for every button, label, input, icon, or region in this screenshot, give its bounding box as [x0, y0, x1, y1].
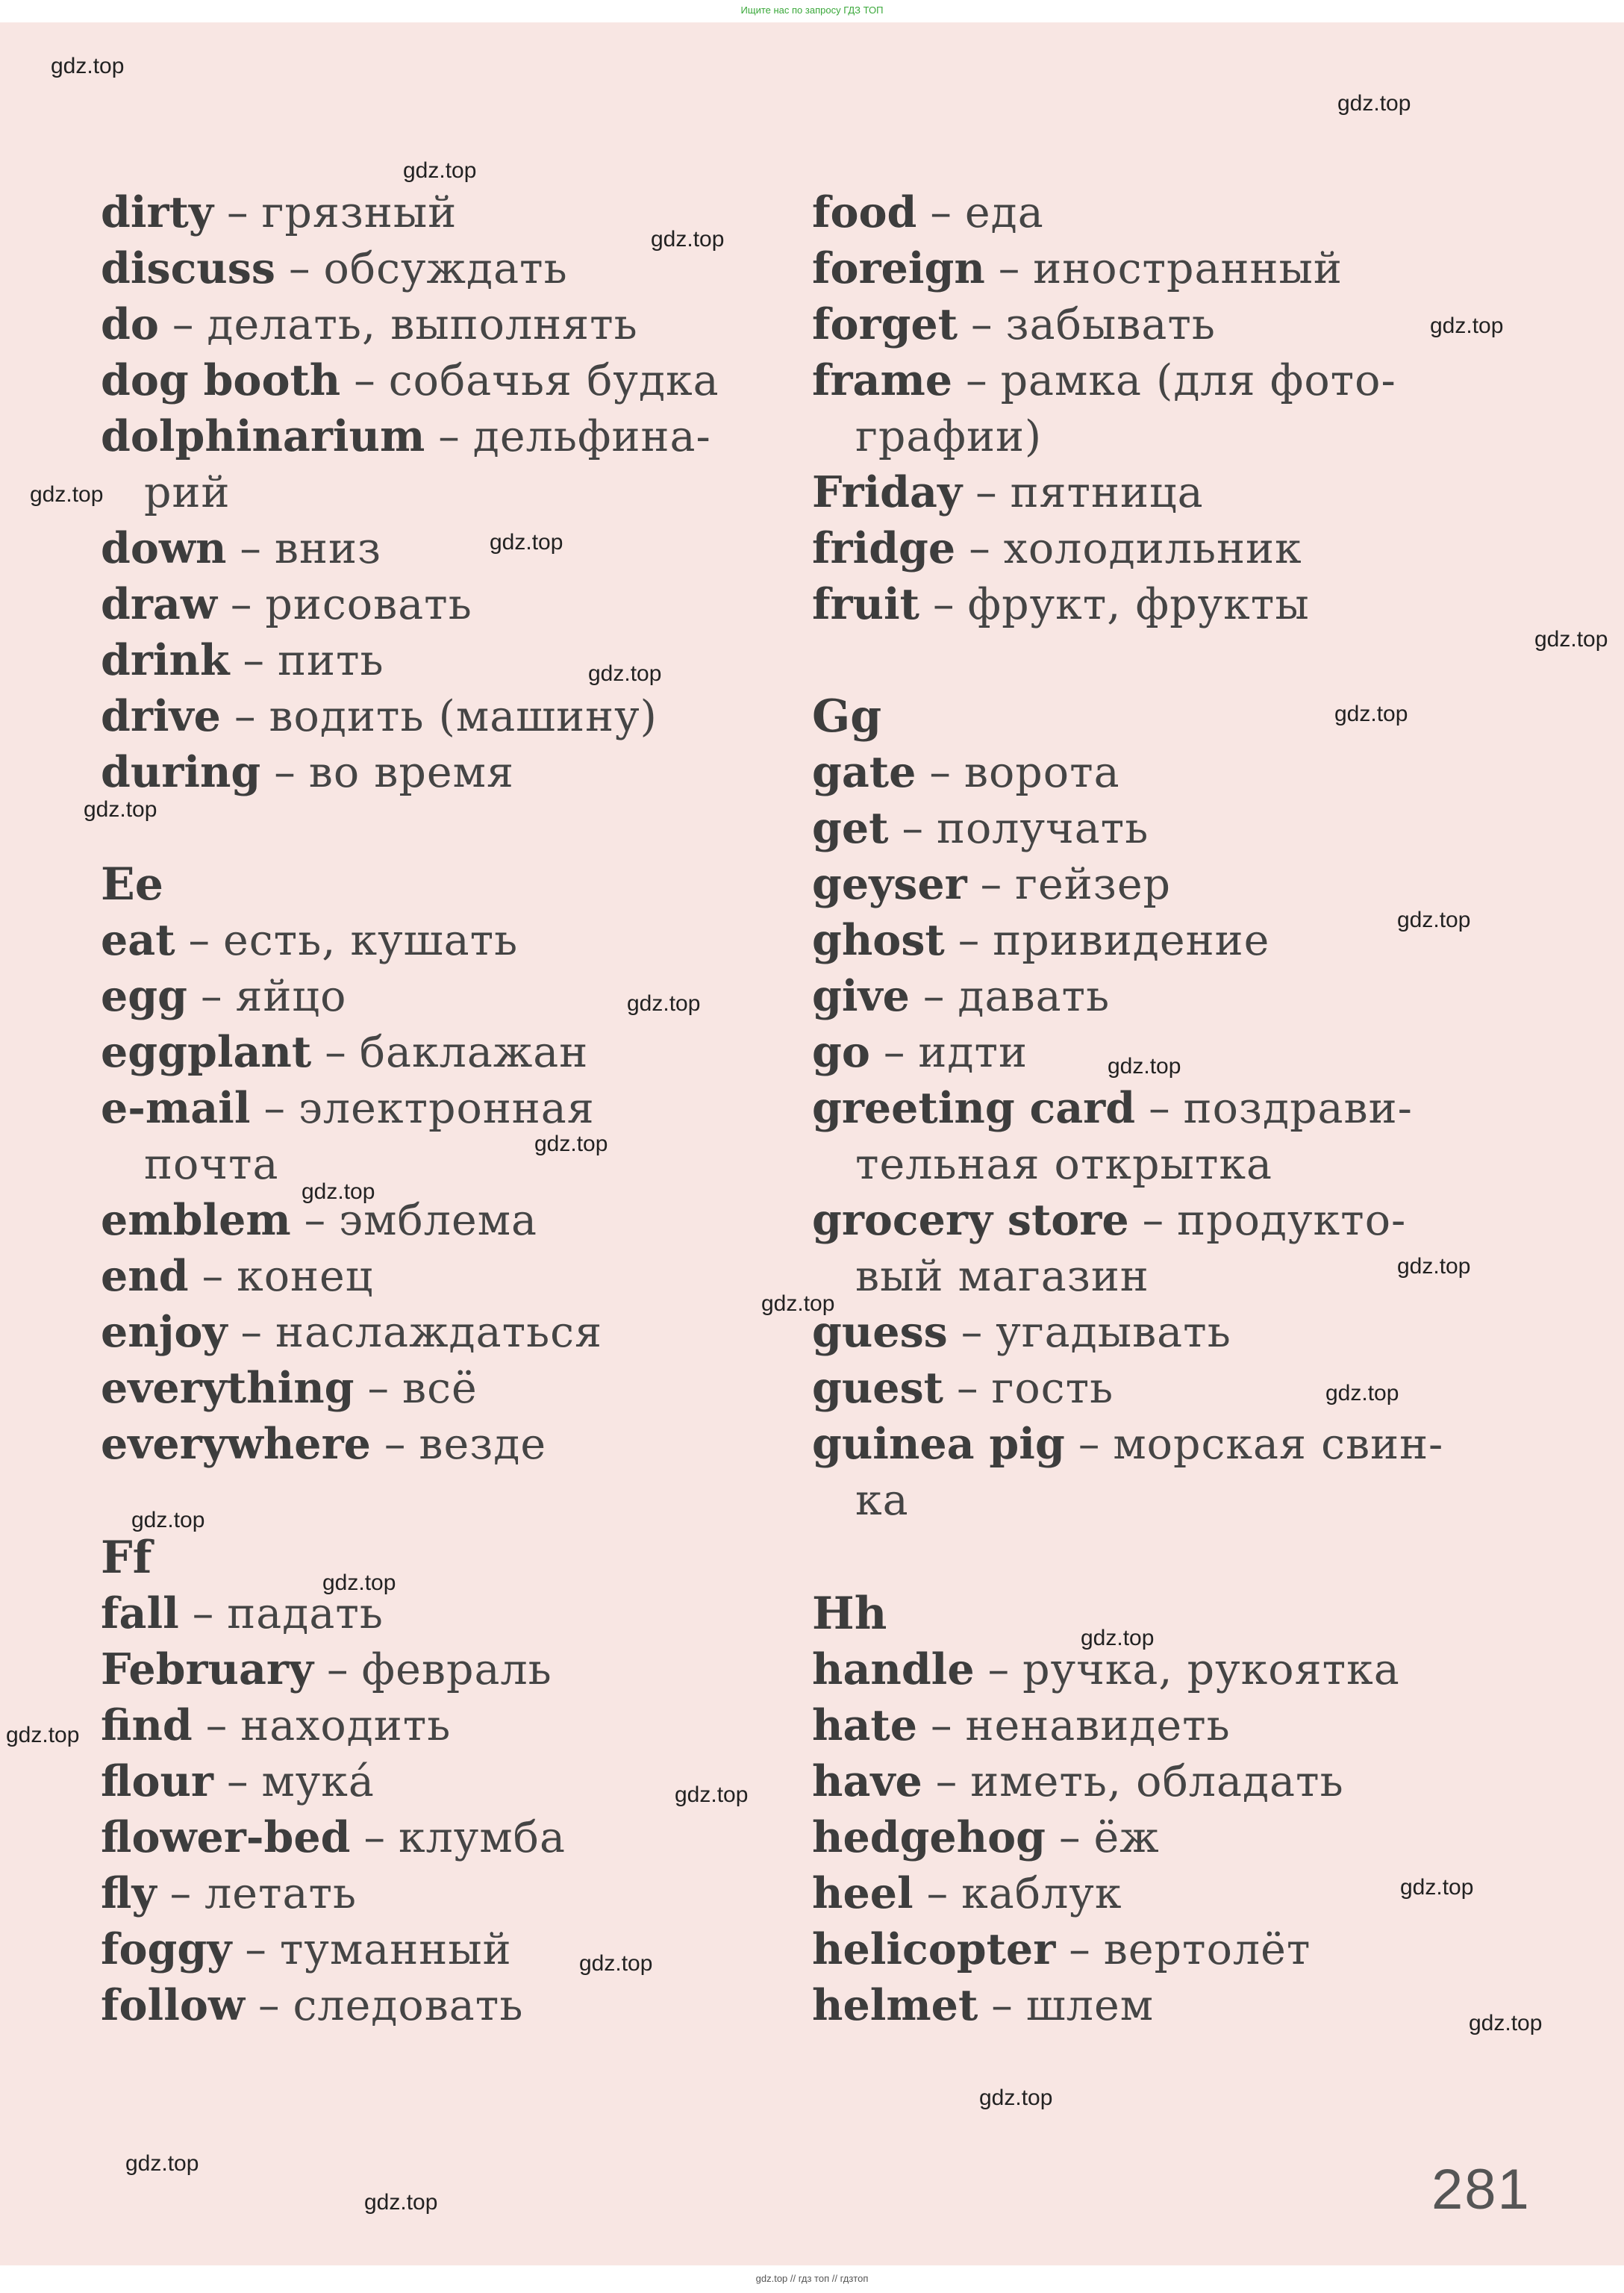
entry-dash: – [304, 1196, 326, 1245]
entry-egg [101, 970, 346, 1023]
entry-dash: – [956, 1364, 978, 1413]
watermark: gdz.top [364, 2190, 438, 2215]
entry-translation: конец [237, 1252, 374, 1301]
entry-dash: – [991, 1981, 1013, 2030]
watermark: gdz.top [1534, 627, 1608, 652]
entry-word: e-mail [101, 1083, 251, 1133]
entry-helicopter [812, 1924, 1311, 1976]
entry-translation: мукá [261, 1757, 375, 1806]
entry-flour [101, 1756, 375, 1808]
watermark: gdz.top [1334, 702, 1408, 726]
entry-translation: вый магазин [855, 1252, 1149, 1301]
entry-heel [812, 1868, 1122, 1920]
entry-gate [812, 746, 1120, 799]
entry-word: hate [812, 1700, 917, 1750]
entry-word: discuss [101, 243, 275, 293]
entry-go [812, 1026, 1028, 1079]
entry-dash: – [200, 972, 222, 1021]
entry-translation: фрукт, фрукты [967, 580, 1310, 629]
entry-foggy [101, 1924, 512, 1976]
entry-dash: – [169, 1869, 192, 1918]
entry-word: drive [101, 691, 221, 741]
entry-dash: – [227, 188, 249, 237]
entry-frame [812, 355, 1396, 407]
entry-find [101, 1700, 451, 1752]
entry-translation: почта [144, 1140, 279, 1189]
entry-enjoy [101, 1306, 602, 1358]
watermark: gdz.top [627, 991, 701, 1016]
entry-word: dog booth [101, 355, 341, 405]
watermark: gdz.top [1081, 1626, 1155, 1650]
watermark: gdz.top [322, 1570, 396, 1595]
entry-everywhere [101, 1418, 546, 1470]
entry-dolphinarium-cont [144, 467, 230, 519]
entry-word: guest [812, 1363, 943, 1413]
entry-translation: водить (машину) [269, 692, 658, 741]
watermark: gdz.top [1337, 91, 1411, 116]
entry-word: dirty [101, 187, 213, 237]
entry-translation: всё [402, 1364, 478, 1413]
entry-translation: наслаждаться [275, 1308, 603, 1357]
entry-dash: – [883, 1028, 905, 1077]
bottom-banner: gdz.top // гдз топ // гдзтоп [0, 2265, 1624, 2293]
entry-translation: иметь, обладать [970, 1757, 1344, 1806]
watermark: gdz.top [1108, 1054, 1181, 1079]
entry-end [101, 1250, 373, 1303]
entry-word: find [101, 1700, 193, 1750]
entry-translation: есть, кушать [223, 916, 519, 965]
entry-dash: – [1142, 1196, 1164, 1245]
entry-dash: – [188, 916, 210, 965]
entry-translation: ненавидеть [965, 1701, 1231, 1750]
entry-do [101, 299, 638, 351]
entry-word: grocery store [812, 1195, 1129, 1245]
entry-translation: угадывать [996, 1308, 1231, 1357]
entry-word: enjoy [101, 1307, 228, 1357]
entry-translation: холодильник [1003, 524, 1302, 573]
entry-friday [812, 467, 1204, 519]
entry-translation: каблук [961, 1869, 1122, 1918]
entry-dash: – [969, 524, 990, 573]
entry-handle [812, 1644, 1400, 1696]
entry-email [101, 1082, 595, 1135]
entry-word: dolphinarium [101, 411, 425, 461]
entry-translation: рамка (для фото- [1000, 356, 1396, 405]
entry-translation: ворота [964, 748, 1120, 797]
entry-eggplant [101, 1026, 588, 1079]
entry-hedgehog [812, 1812, 1160, 1864]
entry-word: fly [101, 1868, 157, 1918]
section-header-h: Hh [812, 1588, 887, 1640]
watermark: gdz.top [125, 2151, 199, 2176]
entry-word: fall [101, 1588, 179, 1638]
entry-dash: – [257, 1981, 280, 2030]
entry-dash: – [363, 1813, 385, 1862]
watermark: gdz.top [302, 1179, 375, 1204]
entry-dash: – [354, 356, 375, 405]
entry-dash: – [245, 1925, 266, 1974]
entry-dash: – [980, 860, 1002, 909]
entry-guinea-pig [812, 1418, 1443, 1470]
entry-february [101, 1644, 552, 1696]
entry-translation: туманный [279, 1925, 512, 1974]
entry-dash: – [929, 748, 951, 797]
entry-fly [101, 1868, 357, 1920]
entry-dash: – [961, 1308, 983, 1357]
entry-greeting-card [812, 1082, 1413, 1135]
entry-dash: – [192, 1589, 214, 1638]
top-banner: Ищите нас по запросу ГДЗ ТОП [0, 0, 1624, 22]
entry-word: do [101, 299, 159, 349]
entry-dash: – [930, 1701, 952, 1750]
section-header-g: Gg [812, 690, 882, 743]
entry-dash: – [971, 300, 993, 349]
entry-translation: получать [936, 804, 1149, 853]
entry-drink [101, 634, 384, 687]
entry-follow [101, 1980, 523, 2032]
watermark: gdz.top [403, 158, 477, 183]
entry-word: during [101, 747, 261, 797]
entry-food [812, 187, 1044, 239]
watermark: gdz.top [1469, 2011, 1543, 2035]
entry-dash: – [926, 1869, 949, 1918]
entry-word: down [101, 523, 227, 573]
entry-dash: – [958, 916, 980, 965]
entry-dash: – [438, 412, 460, 461]
entry-word: Friday [812, 467, 963, 517]
entry-translation: еда [964, 188, 1044, 237]
entry-grocery-store-cont [855, 1250, 1149, 1303]
entry-dash: – [966, 356, 987, 405]
watermark: gdz.top [534, 1132, 608, 1156]
entry-word: guinea pig [812, 1419, 1065, 1469]
entry-dash: – [325, 1028, 346, 1077]
entry-dash: – [205, 1701, 228, 1750]
entry-translation: следовать [293, 1981, 524, 2030]
entry-translation: забывать [1005, 300, 1216, 349]
watermark: gdz.top [1430, 313, 1504, 338]
entry-dash: – [263, 1084, 285, 1133]
entry-dash: – [367, 1364, 390, 1413]
entry-helmet [812, 1980, 1154, 2032]
entry-translation: яйцо [235, 972, 347, 1021]
entry-translation: грязный [261, 188, 457, 237]
entry-translation: давать [958, 972, 1111, 1021]
entry-dash: – [922, 972, 945, 1021]
entry-word: eat [101, 915, 175, 965]
entry-word: gate [812, 747, 916, 797]
entry-guinea-pig-cont [855, 1474, 909, 1526]
section-header-e: Ee [101, 858, 163, 911]
entry-word: everywhere [101, 1419, 371, 1469]
entry-translation: везде [419, 1420, 547, 1469]
entry-greeting-card-cont [855, 1138, 1272, 1191]
entry-translation: ёж [1093, 1813, 1160, 1862]
entry-dash: – [987, 1645, 1010, 1694]
entry-translation: идти [918, 1028, 1028, 1077]
entry-dash: – [998, 244, 1020, 293]
entry-word: fridge [812, 523, 956, 573]
entry-word: flower-bed [101, 1812, 351, 1862]
entry-translation: вниз [274, 524, 382, 573]
watermark: gdz.top [651, 227, 725, 252]
entry-word: guess [812, 1307, 948, 1357]
entry-dash: – [226, 1757, 249, 1806]
entry-foreign [812, 243, 1343, 295]
entry-draw [101, 578, 472, 631]
entry-translation: делать, выполнять [207, 300, 638, 349]
entry-word: ghost [812, 915, 945, 965]
entry-word: February [101, 1644, 314, 1694]
textbook-page [0, 22, 1624, 2265]
entry-word: go [812, 1027, 870, 1077]
entry-word: helicopter [812, 1924, 1056, 1974]
entry-translation: во время [308, 748, 514, 797]
entry-word: give [812, 971, 910, 1021]
entry-translation: ручка, рукоятка [1022, 1645, 1400, 1694]
entry-dirty [101, 187, 457, 239]
entry-dash: – [230, 580, 252, 629]
entry-forget [812, 299, 1216, 351]
entry-word: helmet [812, 1980, 978, 2030]
entry-word: foreign [812, 243, 985, 293]
entry-word: follow [101, 1980, 245, 2030]
entry-translation: пятница [1010, 468, 1204, 517]
entry-word: draw [101, 579, 217, 629]
entry-word: flour [101, 1756, 213, 1806]
entry-dash: – [240, 524, 261, 573]
entry-word: get [812, 803, 889, 853]
entry-translation: продукто- [1177, 1196, 1407, 1245]
entry-translation: февраль [361, 1645, 552, 1694]
entry-translation: находить [240, 1701, 452, 1750]
entry-translation: ка [855, 1476, 909, 1525]
watermark: gdz.top [490, 530, 563, 555]
entry-guess [812, 1306, 1231, 1358]
entry-give [812, 970, 1110, 1023]
entry-dash: – [327, 1645, 349, 1694]
entry-word: end [101, 1251, 189, 1301]
watermark: gdz.top [6, 1723, 80, 1747]
entry-dash: – [932, 580, 955, 629]
entry-ghost [812, 914, 1269, 967]
entry-translation: графии) [855, 412, 1043, 461]
page-number: 281 [1431, 2158, 1531, 2221]
entry-dog-booth [101, 355, 719, 407]
watermark: gdz.top [84, 797, 157, 822]
entry-translation: тельная открытка [855, 1140, 1273, 1189]
entry-frame-cont [855, 411, 1042, 463]
entry-word: geyser [812, 859, 967, 909]
entry-grocery-store [812, 1194, 1406, 1247]
entry-translation: электронная [298, 1084, 595, 1133]
entry-fridge [812, 522, 1302, 575]
entry-dash: – [902, 804, 923, 853]
entry-dash: – [274, 748, 296, 797]
entry-dash: – [243, 636, 264, 685]
entry-everything [101, 1362, 478, 1414]
entry-dash: – [1078, 1420, 1100, 1469]
entry-dash: – [234, 692, 256, 741]
entry-translation: привидение [993, 916, 1270, 965]
entry-word: eggplant [101, 1027, 312, 1077]
entry-dash: – [930, 188, 952, 237]
entry-translation: гейзер [1015, 860, 1172, 909]
entry-dash: – [172, 300, 194, 349]
watermark: gdz.top [131, 1508, 205, 1532]
entry-dash: – [975, 468, 997, 517]
watermark: gdz.top [51, 54, 125, 78]
entry-word: handle [812, 1644, 975, 1694]
entry-translation: поздрави- [1183, 1084, 1413, 1133]
entry-translation: дельфина- [472, 412, 711, 461]
entry-dolphinarium [101, 411, 711, 463]
entry-translation: пить [277, 636, 384, 685]
watermark: gdz.top [588, 661, 662, 686]
entry-translation: морская свин- [1113, 1420, 1444, 1469]
entry-translation: эмблема [339, 1196, 538, 1245]
watermark: gdz.top [1397, 908, 1471, 932]
entry-fruit [812, 578, 1310, 631]
entry-dash: – [240, 1308, 262, 1357]
entry-dash: – [202, 1252, 224, 1301]
section-header-f: Ff [101, 1532, 152, 1584]
entry-word: frame [812, 355, 953, 405]
entry-guest [812, 1362, 1114, 1414]
entry-word: forget [812, 299, 958, 349]
entry-discuss [101, 243, 568, 295]
entry-eat [101, 914, 518, 967]
watermark: gdz.top [1397, 1254, 1471, 1279]
entry-word: everything [101, 1363, 355, 1413]
entry-word: drink [101, 635, 230, 685]
watermark: gdz.top [675, 1782, 749, 1807]
entry-word: have [812, 1756, 922, 1806]
entry-word: foggy [101, 1924, 232, 1974]
entry-word: fruit [812, 579, 919, 629]
entry-word: greeting card [812, 1083, 1136, 1133]
entry-translation: вертолёт [1103, 1925, 1311, 1974]
entry-word: food [812, 187, 917, 237]
entry-email-cont [144, 1138, 279, 1191]
entry-down [101, 522, 381, 575]
entry-translation: рисовать [265, 580, 472, 629]
entry-dash: – [288, 244, 310, 293]
entry-translation: падать [227, 1589, 384, 1638]
entry-word: egg [101, 971, 187, 1021]
watermark: gdz.top [979, 2085, 1053, 2110]
entry-word: hedgehog [812, 1812, 1046, 1862]
entry-get [812, 802, 1149, 855]
entry-word: emblem [101, 1195, 291, 1245]
entry-translation: шлем [1025, 1981, 1155, 2030]
entry-translation: обсуждать [323, 244, 568, 293]
entry-have [812, 1756, 1344, 1808]
entry-translation: иностранный [1033, 244, 1343, 293]
entry-translation: баклажан [359, 1028, 589, 1077]
entry-flower-bed [101, 1812, 566, 1864]
watermark: gdz.top [1325, 1381, 1399, 1406]
watermark: gdz.top [761, 1291, 835, 1316]
watermark: gdz.top [30, 482, 104, 507]
entry-drive [101, 690, 658, 743]
entry-translation: собачья будка [388, 356, 719, 405]
entry-geyser [812, 858, 1171, 911]
entry-dash: – [1059, 1813, 1081, 1862]
entry-dash: – [1149, 1084, 1170, 1133]
entry-word: heel [812, 1868, 914, 1918]
entry-hate [812, 1700, 1231, 1752]
entry-during [101, 746, 514, 799]
entry-dash: – [1069, 1925, 1090, 1974]
entry-dash: – [935, 1757, 958, 1806]
watermark: gdz.top [1400, 1875, 1474, 1900]
entry-translation: летать [204, 1869, 357, 1918]
entry-translation: клумба [398, 1813, 566, 1862]
entry-translation: гость [991, 1364, 1114, 1413]
entry-translation: рий [144, 468, 231, 517]
watermark: gdz.top [579, 1951, 653, 1976]
entry-dash: – [384, 1420, 406, 1469]
